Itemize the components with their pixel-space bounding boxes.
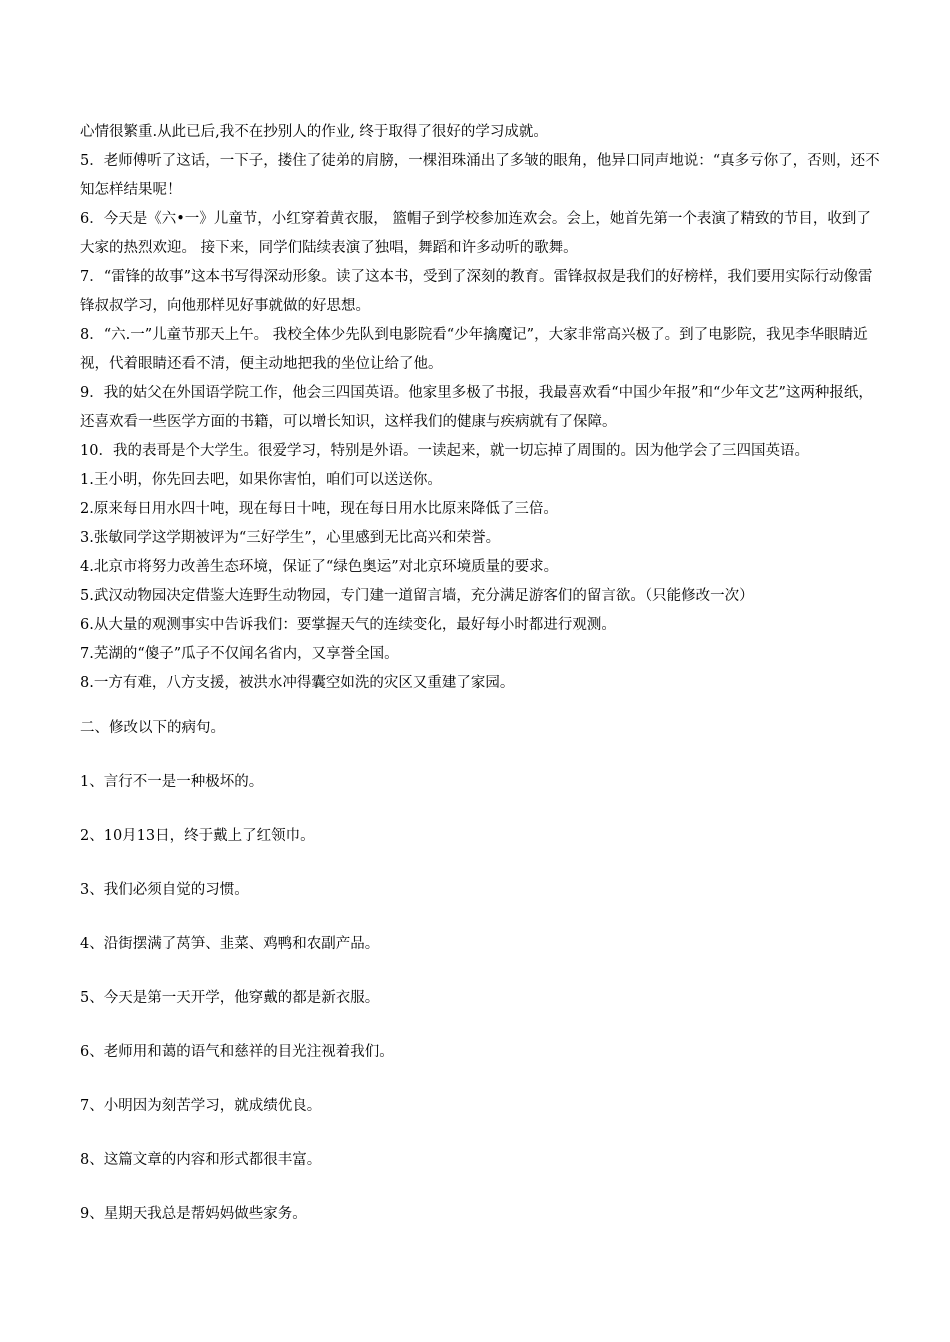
sick-sentence-7: 7、小明因为刻苦学习，就成绩优良。 [80, 1098, 322, 1114]
sick-sentence-2: 2、10月13日，终于戴上了红领巾。 [80, 828, 315, 844]
sick-sentence-1: 1、言行不一是一种极坏的。 [80, 774, 264, 790]
passage-10: 10．我的表哥是个大学生。很爱学习，特别是外语。一读起来，就一切忘掉了周围的。因为他学会了三四国英语。 [80, 443, 809, 459]
passage-7: 7．“雷锋的故事”这本书写得深动形象。读了这本书，受到了深刻的教育。雷锋叔叔是我们的好榜样，我们要用实际行动像雷锋叔叔学习，向他那样见好事就做的好思想。 [80, 269, 873, 314]
passage-5: 5．老师傅听了这话，一下子，搂住了徒弟的肩膀，一棵泪珠涌出了多皱的眼角，他异口同声地说：“真多亏你了，否则，还不知怎样结果呢！ [80, 153, 880, 198]
exercise-passages [80, 118, 880, 698]
sick-sentence-6: 6、老师用和蔼的语气和慈祥的目光注视着我们。 [80, 1044, 394, 1060]
numbered-sentence-1: 1.王小明，你先回去吧，如果你害怕，咱们可以送送你。 [80, 472, 442, 488]
sick-sentence-3: 3、我们必须自觉的习惯。 [80, 882, 249, 898]
numbered-sentence-7: 7.芜湖的“傻子”瓜子不仅闻名省内，又享誉全国。 [80, 646, 399, 662]
numbered-sentence-4: 4.北京市将努力改善生态环境，保证了“绿色奥运”对北京环境质量的要求。 [80, 559, 559, 575]
sick-sentence-9: 9、星期天我总是帮妈妈做些家务。 [80, 1206, 307, 1222]
numbered-sentence-3: 3.张敏同学这学期被评为“三好学生”，心里感到无比高兴和荣誉。 [80, 530, 501, 546]
numbered-sentence-2: 2.原来每日用水四十吨，现在每日十吨，现在每日用水比原来降低了三倍。 [80, 501, 558, 517]
numbered-sentence-8: 8.一方有难，八方支援，被洪水冲得囊空如洗的灾区又重建了家园。 [80, 675, 515, 691]
passage-6: 6．今天是《六•一》儿童节，小红穿着黄衣服， 篮帽子到学校参加连欢会。会上，她首先第一个表演了精致的节目，收到了大家的热烈欢迎。 接下来，同学们陆续表演了独唱，舞蹈和许多动听的歌舞。 [80, 211, 871, 256]
sick-sentence-8: 8、这篇文章的内容和形式都很丰富。 [80, 1152, 322, 1168]
passage-9: 9．我的姑父在外国语学院工作，他会三四国英语。他家里多极了书报，我最喜欢看“中国少年报”和“少年文艺”这两种报纸，还喜欢看一些医学方面的书籍，可以增长知识，这样我们的健康与疾病就有了保障。 [80, 385, 873, 430]
passage-continuation: 心情很繁重.从此已后,我不在抄别人的作业, 终于取得了很好的学习成就。 [80, 124, 548, 140]
sick-sentence-5: 5、今天是第一天开学，他穿戴的都是新衣服。 [80, 990, 380, 1006]
passage-8: 8．“六.一”儿童节那天上午。 我校全体少先队到电影院看“少年擒魔记”，大家非常高兴极了。到了电影院，我见李华眼睛近视，代着眼睛还看不清，便主动地把我的坐位让给了他。 [80, 327, 868, 372]
numbered-sentence-5: 5.武汉动物园决定借鉴大连野生动物园，专门建一道留言墙，充分满足游客们的留言欲。（只能修改一次） [80, 588, 754, 604]
section-two-heading: 二、修改以下的病句。 [80, 720, 225, 736]
sick-sentence-4: 4、沿街摆满了莴笋、韭菜、鸡鸭和农副产品。 [80, 936, 380, 952]
numbered-sentence-6: 6.从大量的观测事实中告诉我们：要掌握天气的连续变化，最好每小时都进行观测。 [80, 617, 616, 633]
